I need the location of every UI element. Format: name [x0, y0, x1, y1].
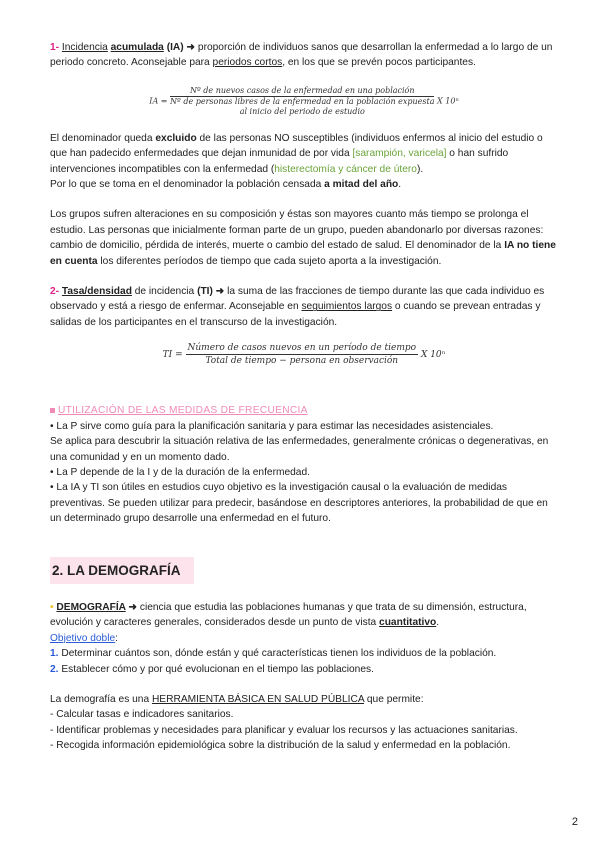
list-item: - Recogida información epidemiológica sobre la distribución de la salud y enfermedad en la población. [50, 740, 511, 752]
formula-ti [50, 342, 558, 367]
emphasis-mitad-ano: a mitad del año [324, 179, 399, 191]
text: Los grupos sufren alteraciones en su composición y éstas son mayores cuanto más tiempo se prolonga el estudio. Las personas que inicialmente forman parte de un grupo, pueden abandonarlo por diversas razones: cambio de domicilio, pérdida de interés, muerte o cambio del estado de salud. El denominador de la [50, 209, 544, 252]
list-item: • La P sirve como guía para la planificación sanitaria y para estimar las necesidades asistenciales. [50, 420, 494, 432]
list-item-continuation: Se aplica para descubrir la situación relativa de las enfermedades, generalmente crónicas o degenerativas, en una comunidad y en un momento dado. [50, 436, 549, 463]
incidence-rate-paragraph [50, 284, 558, 330]
definition-text: proporción de individuos sanos que desarrollan la enfermedad a lo largo de un periodo concreto. Aconsejable para [50, 42, 553, 69]
text: ). [416, 163, 424, 175]
emphasis-excluido: excluido [155, 132, 197, 144]
text: o cuando se prevean entradas y salidas de los participantes en el transcurso de la investigación. [50, 301, 541, 328]
emphasis-seguimientos-largos: seguimientos largos [301, 301, 393, 313]
page-number: 2 [571, 815, 578, 828]
emphasis-herramienta: HERRAMIENTA BÁSICA EN SALUD PÚBLICA [151, 693, 365, 705]
text: de las personas NO susceptibles (individuos enfermos al inicio del estudio o que han padecido enfermedades que dejan inmunidad de por vida [50, 132, 543, 160]
text: . [398, 179, 402, 191]
formula-lhs: TI = [162, 350, 183, 361]
formula-fraction [186, 342, 419, 367]
objetivo-doble-link[interactable]: Objetivo doble [50, 632, 116, 644]
example-sarampion: [sarampión, varicela] [352, 148, 447, 160]
formula-multiplier: X 10ⁿ [420, 350, 446, 361]
formula-numerator: Número de casos nuevos en un período de tiempo [187, 343, 417, 354]
formula-multiplier: X 10ⁿ [437, 96, 459, 106]
list-item: Establecer cómo y por qué evolucionan en el tiempo las poblaciones. [58, 663, 374, 675]
list-item: - Calcular tasas e indicadores sanitarios. [50, 709, 234, 721]
text: los diferentes períodos de tiempo que cada sujeto aporta a la investigación. [97, 255, 442, 267]
definition-text-end: , en los que se prevén pocos participantes. [282, 57, 476, 69]
document-page [50, 40, 558, 754]
formula-lhs: IA = [149, 96, 168, 106]
list-item: - Identificar problemas y necesidades para planificar y evaluar los recursos y las actuaciones sanitarias. [50, 724, 518, 736]
groups-paragraph [50, 207, 558, 269]
text: que permite: [364, 693, 424, 705]
text: El denominador queda [50, 132, 156, 144]
term-tasa-densidad: Tasa/densidad [61, 286, 132, 298]
incidence-cumulative-paragraph [50, 40, 558, 71]
abbr-ia: (IA) [166, 42, 184, 53]
emphasis-cuantitativo: cuantitativo [379, 617, 437, 629]
formula-denominator-line1: Nº de personas libres de la enfermedad en la población expuesta [170, 96, 435, 106]
list-item: • La IA y TI son útiles en estudios cuyo objetivo es la investigación causal o la evaluación de medidas preventivas. Se pueden utilizar para predecir, basándose en descriptores anteriores, la probabilidad de que en un determinado grupo desarrolle una enfermedad en el futuro. [50, 482, 548, 525]
item-number: 2 [50, 286, 56, 298]
text: . [436, 617, 440, 629]
yellow-bullet-icon: • [50, 601, 54, 613]
list-item: • La P depende de la I y de la duración de la enfermedad. [50, 466, 310, 478]
utilization-section [50, 403, 558, 526]
formula-ia [50, 86, 558, 117]
formula-numerator: Nº de nuevos casos de la enfermedad en una población [170, 86, 434, 97]
text: : [115, 632, 118, 644]
demography-definition [50, 600, 558, 677]
item-number: 2. [50, 663, 59, 675]
text: ciencia que estudia las poblaciones humanas y que trata de su dimensión, estructura, evolución y caracteres generales, considerados desde un punto de vista [50, 601, 527, 629]
formula-fraction [170, 86, 434, 117]
item-number: 1 [50, 42, 56, 53]
item-dash: - [55, 286, 62, 298]
denominator-paragraph [50, 131, 558, 193]
abbr-ti: (TI) [197, 286, 213, 298]
section-heading-demografia: 2. LA DEMOGRAFÍA [50, 557, 194, 584]
term-acumulada: acumulada [110, 42, 164, 53]
text: La demografía es una [50, 693, 152, 705]
text: de incidencia [131, 286, 198, 298]
tool-paragraph [50, 692, 558, 754]
item-dash: - [55, 42, 62, 53]
list-item: Determinar cuántos son, dónde están y qué características tienen los individuos de la población. [58, 648, 497, 660]
item-number: 1. [50, 648, 59, 660]
emphasis-periodos-cortos: periodos cortos [212, 57, 283, 69]
emphasis-ia-no-tiene: IA no tiene en cuenta [50, 240, 556, 267]
section-title-utilizacion: UTILIZACIÓN DE LAS MEDIDAS DE FRECUENCIA [58, 405, 308, 417]
term-demografia: DEMOGRAFÍA [56, 601, 126, 613]
text: o han sufrido intervenciones incompatibles con la enfermedad ( [50, 148, 509, 175]
term-incidencia: Incidencia [61, 42, 108, 53]
text: la suma de las fracciones de tiempo durante las que cada individuo es observado y está a riesgo de enfermar. Aconsejable en [50, 286, 545, 313]
example-histerectomia: histerectomía y cáncer de útero [274, 163, 417, 175]
square-bullet-icon [50, 408, 55, 413]
formula-denominator-line2: al inicio del periodo de estudio [239, 106, 365, 116]
arrow-icon: ➜ [186, 42, 196, 53]
text: Por lo que se toma en el denominador la población censada [50, 179, 325, 191]
arrow-icon: ➜ [212, 286, 225, 298]
arrow-icon: ➜ [125, 601, 138, 613]
formula-denominator: Total de tiempo − persona en observación [205, 356, 399, 367]
